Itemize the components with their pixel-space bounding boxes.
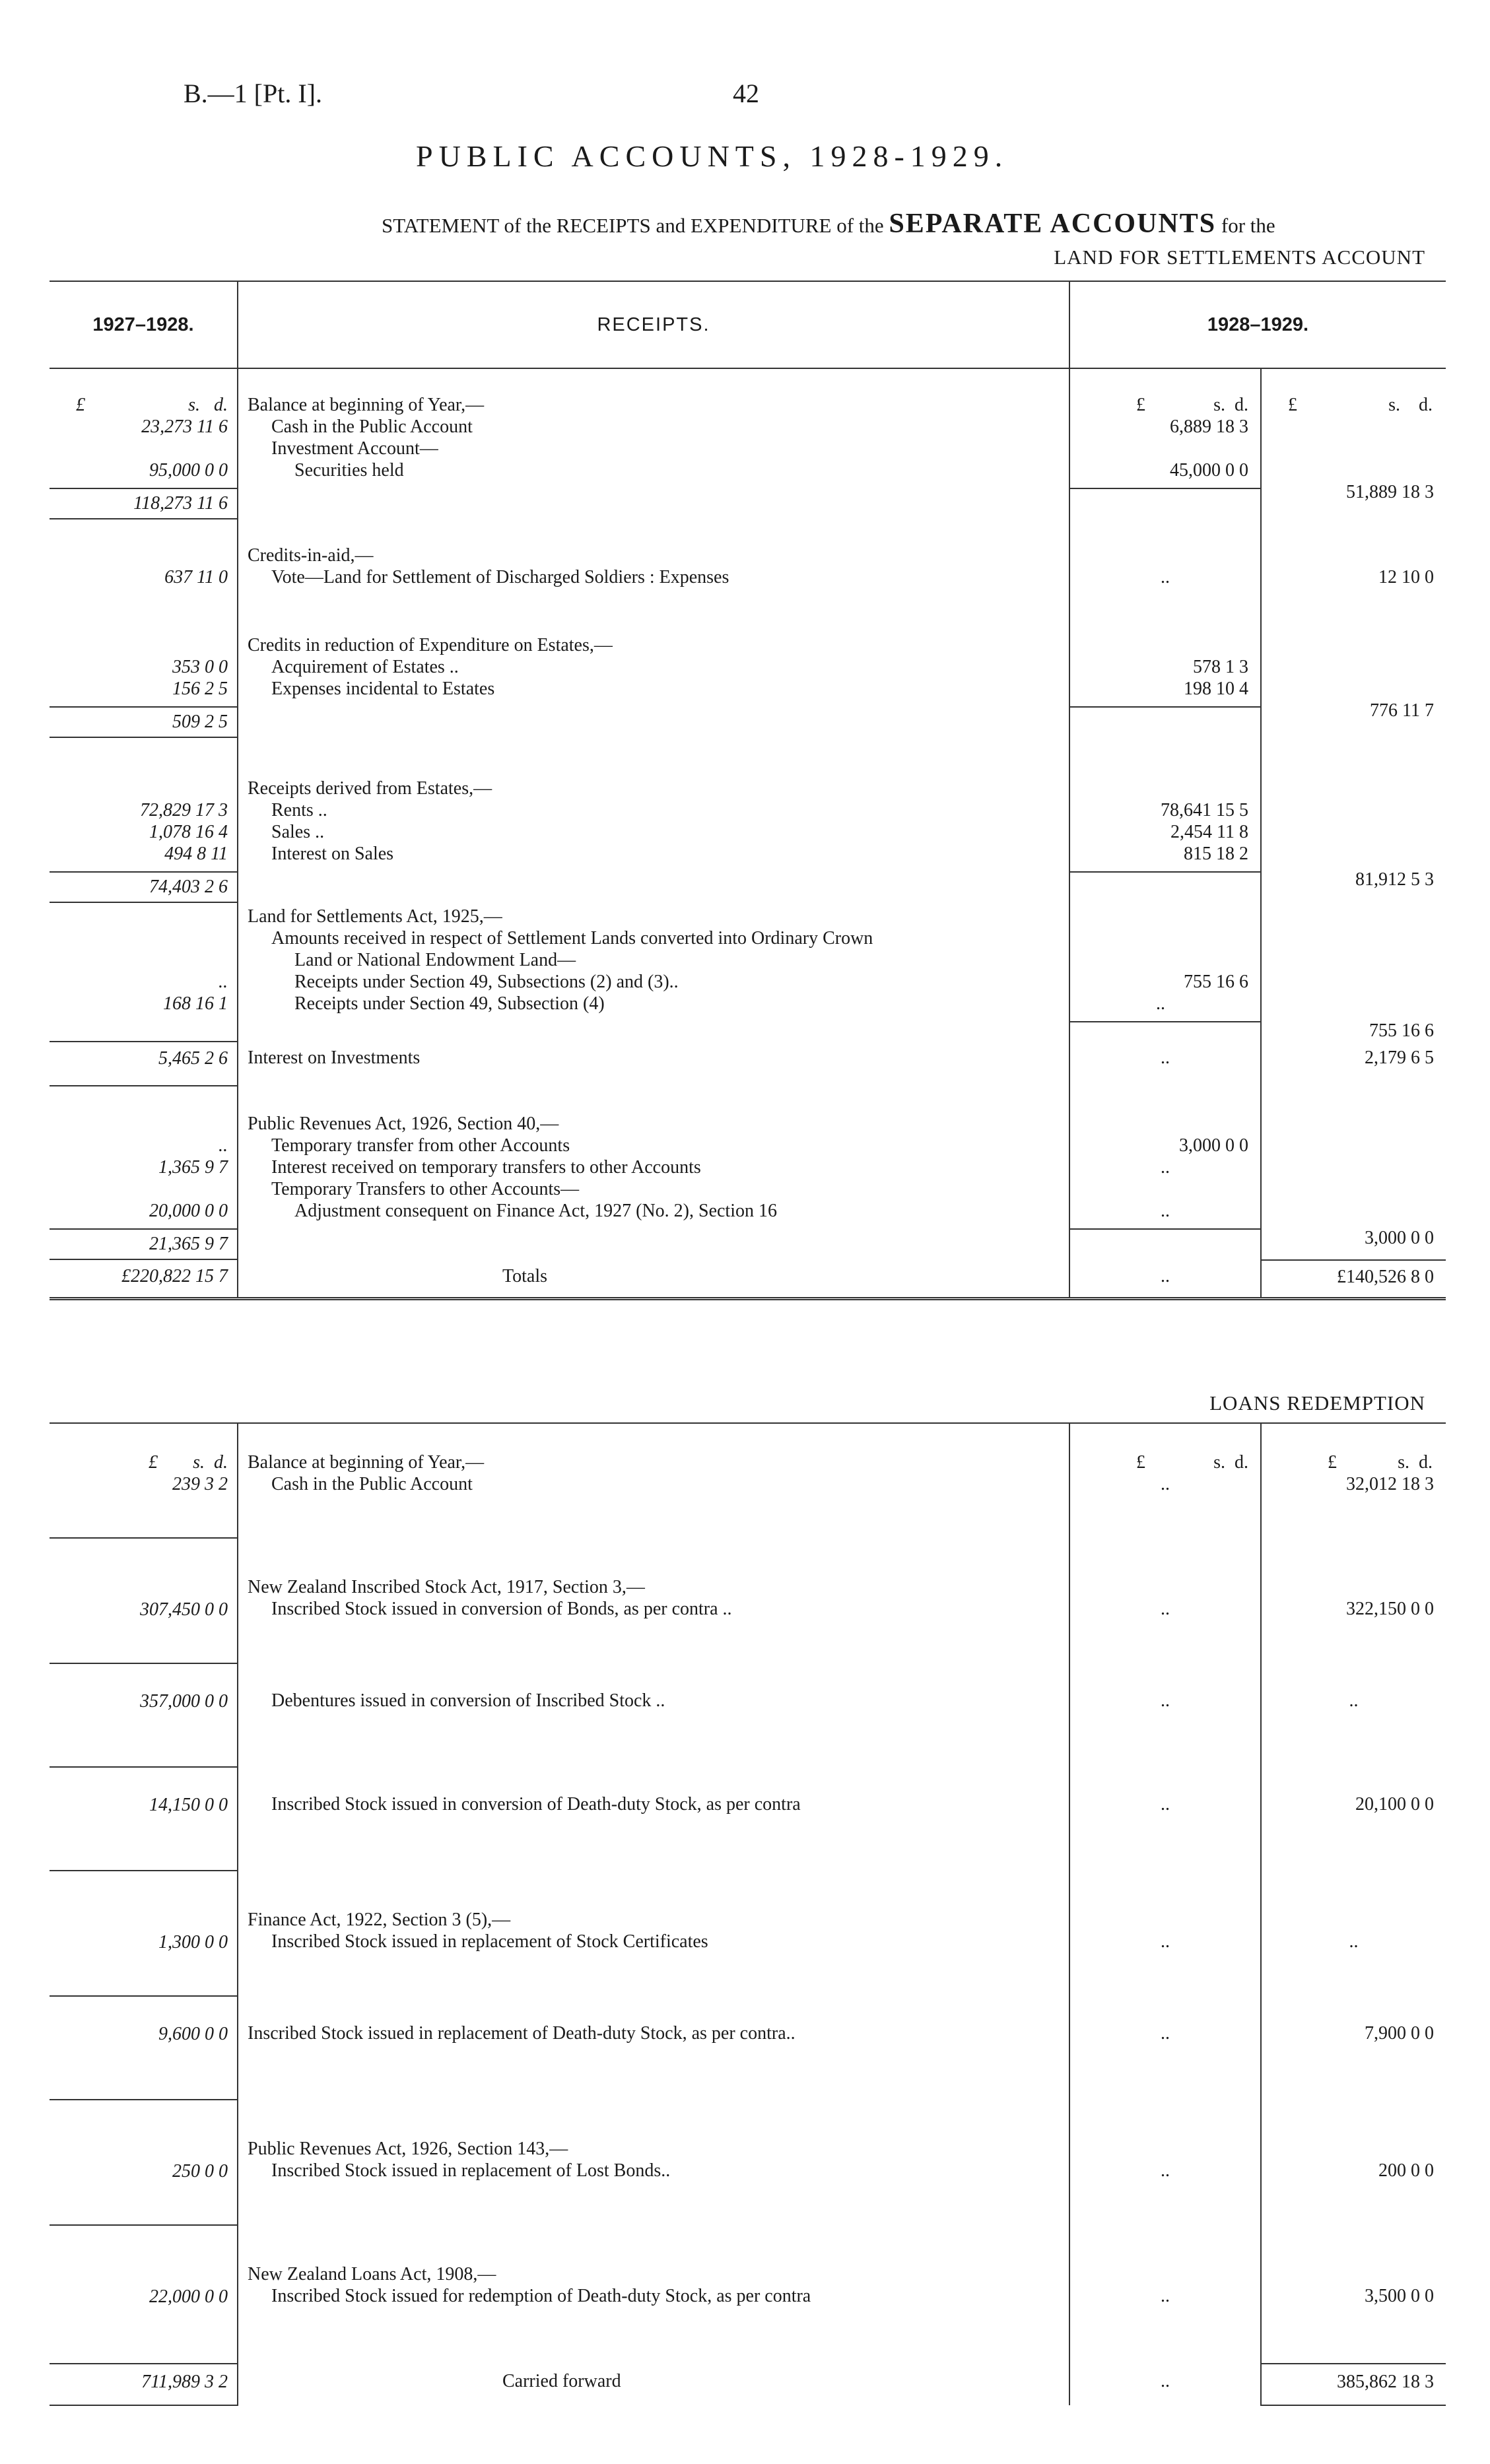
- sec49-4-curr: ..: [1156, 993, 1165, 1014]
- estates-total-curr: 81,912 5 3: [1355, 869, 1434, 890]
- bonds-prev: 307,450 0 0: [140, 1599, 228, 1620]
- table-header-row: [50, 281, 1446, 368]
- unit-shillings: s.: [1388, 395, 1400, 415]
- reduction-total-curr: 776 11 7: [1370, 700, 1434, 721]
- balance-title: Balance at beginning of Year,—: [248, 395, 485, 415]
- sec49-23-curr: 755 16 6: [1184, 972, 1248, 992]
- bonds-mid: ..: [1161, 1599, 1170, 1619]
- sec49-23-prev: ..: [219, 972, 228, 992]
- acquirement-prev: 353 0 0: [172, 657, 228, 677]
- unit-pounds: £: [1136, 1452, 1145, 1473]
- unit-pence: d.: [1235, 1452, 1248, 1473]
- page-number: 42: [733, 79, 759, 108]
- unit-shillings: s.: [193, 1452, 205, 1473]
- cash-label: Cash in the Public Account: [271, 416, 473, 437]
- unit-shillings: s.: [188, 395, 200, 415]
- redemption-curr: 3,500 0 0: [1365, 2286, 1434, 2306]
- deathduty-prev: 14,150 0 0: [149, 1795, 228, 1815]
- col-header-prev-year: 1927–1928.: [50, 281, 238, 368]
- statement-suffix: for the: [1221, 214, 1275, 237]
- debentures-curr: ..: [1349, 1690, 1359, 1711]
- report-reference: B.—1 [Pt. I].: [184, 79, 322, 108]
- rents-label: Rents ..: [271, 800, 327, 820]
- table-row: [50, 368, 1446, 519]
- unit-pounds: £: [1328, 1452, 1337, 1473]
- interest-inv-prev: 5,465 2 6: [158, 1048, 228, 1069]
- credits-title: Credits-in-aid,—: [248, 545, 374, 566]
- expenses-curr: 198 10 4: [1184, 679, 1248, 699]
- certificates-label: Inscribed Stock issued in replacement of Stock Certificates: [271, 1931, 708, 1952]
- table-row: [50, 1996, 1446, 2100]
- interest-inv-mid: ..: [1161, 1048, 1170, 1068]
- deathduty-label: Inscribed Stock issued in conversion of Death-duty Stock, as per contra: [271, 1794, 801, 1815]
- temp-from-curr: 3,000 0 0: [1179, 1135, 1248, 1156]
- sales-curr: 2,454 11 8: [1170, 822, 1248, 842]
- unit-pence: d.: [1235, 395, 1248, 415]
- expenses-prev: 156 2 5: [172, 679, 228, 699]
- table-row: [50, 519, 1446, 588]
- interest-sales-curr: 815 18 2: [1184, 844, 1248, 864]
- loans-cash-curr: 32,012 18 3: [1346, 1474, 1434, 1494]
- unit-pence: d.: [1419, 1452, 1433, 1473]
- act1925-total-curr: 755 16 6: [1369, 1020, 1434, 1041]
- replace-dd-prev: 9,600 0 0: [158, 2024, 228, 2044]
- sec49-4-label: Receipts under Section 49, Subsection (4): [294, 993, 605, 1014]
- cash-prev: 23,273 11 6: [141, 416, 228, 437]
- investment-label: Investment Account—: [271, 438, 438, 459]
- table-row: [50, 903, 1446, 1042]
- table-row: [50, 1538, 1446, 1663]
- totals-mid: ..: [1161, 1266, 1170, 1286]
- debentures-label: Debentures issued in conversion of Inscribed Stock ..: [271, 1690, 665, 1711]
- vote-mid: ..: [1161, 567, 1170, 587]
- interest-sales-prev: 494 8 11: [164, 844, 228, 864]
- unit-pounds: £: [149, 1452, 158, 1473]
- loans-redemption-title: LOANS REDEMPTION: [1209, 1391, 1425, 1415]
- temp-from-label: Temporary transfer from other Accounts: [271, 1135, 570, 1156]
- replace-dd-label: Inscribed Stock issued in replacement of Death-duty Stock, as per contra..: [248, 2023, 796, 2044]
- certificates-prev: 1,300 0 0: [158, 1932, 228, 1952]
- unit-pence: d.: [214, 395, 228, 415]
- bonds-label: Inscribed Stock issued in conversion of Bonds, as per contra ..: [271, 1599, 732, 1619]
- bonds-curr: 322,150 0 0: [1346, 1599, 1434, 1619]
- redemption-label: Inscribed Stock issued for redemption of Death-duty Stock, as per contra: [271, 2286, 811, 2306]
- replace-dd-mid: ..: [1161, 2023, 1170, 2044]
- expenses-label: Expenses incidental to Estates: [271, 679, 495, 699]
- table-row: [50, 588, 1446, 738]
- redemption-prev: 22,000 0 0: [149, 2286, 228, 2307]
- balance-total-curr: 51,889 18 3: [1346, 482, 1434, 502]
- carried-label: Carried forward: [502, 2371, 621, 2391]
- col-header-curr-year: 1928–1929.: [1069, 281, 1446, 368]
- unit-pence: d.: [214, 1452, 228, 1473]
- totals-row: [50, 1260, 1446, 1299]
- statement-prefix: STATEMENT of the RECEIPTS and EXPENDITURE of the: [382, 214, 884, 237]
- land-settlements-receipts-table: [50, 281, 1446, 1300]
- lost-bonds-prev: 250 0 0: [172, 2161, 228, 2181]
- table-row: [50, 1423, 1446, 1538]
- statement-heading: [382, 208, 1275, 240]
- acquirement-curr: 578 1 3: [1193, 657, 1248, 677]
- interest-temp-prev: 1,365 9 7: [158, 1157, 228, 1178]
- unit-shillings: s.: [1213, 395, 1225, 415]
- rents-curr: 78,641 15 5: [1161, 800, 1248, 820]
- carried-forward-row: [50, 2364, 1446, 2405]
- securities-prev: 95,000 0 0: [149, 460, 228, 481]
- carried-prev: 711,989 3 2: [141, 2372, 228, 2392]
- vote-curr: 12 10 0: [1378, 567, 1434, 587]
- pra-title: Public Revenues Act, 1926, Section 40,—: [248, 1114, 559, 1134]
- totals-prev: £220,822 15 7: [121, 1266, 228, 1286]
- loans-cash-label: Cash in the Public Account: [271, 1474, 473, 1494]
- temp-from-prev: ..: [219, 1135, 228, 1156]
- deathduty-curr: 20,100 0 0: [1355, 1794, 1434, 1815]
- nzisa-title: New Zealand Inscribed Stock Act, 1917, Section 3,—: [248, 1577, 645, 1597]
- loans-cash-prev: 239 3 2: [172, 1474, 228, 1494]
- amounts-line1: Amounts received in respect of Settlement Lands converted into Ordinary Crown: [271, 928, 873, 949]
- unit-shillings: s.: [1213, 1452, 1225, 1473]
- certificates-curr: ..: [1349, 1931, 1359, 1952]
- unit-pounds: £: [1288, 395, 1297, 415]
- certificates-mid: ..: [1161, 1931, 1170, 1952]
- securities-label: Securities held: [294, 460, 404, 481]
- rents-prev: 72,829 17 3: [140, 800, 228, 820]
- totals-label: Totals: [502, 1266, 548, 1286]
- pra-total-prev: 21,365 9 7: [50, 1228, 237, 1260]
- replace-dd-curr: 7,900 0 0: [1365, 2023, 1434, 2044]
- deathduty-mid: ..: [1161, 1794, 1170, 1815]
- unit-pence: d.: [1419, 395, 1433, 415]
- table-row: [50, 1042, 1446, 1086]
- act1925-title: Land for Settlements Act, 1925,—: [248, 906, 502, 927]
- unit-pounds: £: [76, 395, 85, 415]
- table-row: [50, 2225, 1446, 2364]
- redemption-mid: ..: [1161, 2286, 1170, 2306]
- estates-total-prev: 74,403 2 6: [50, 871, 237, 903]
- debentures-prev: 357,000 0 0: [140, 1691, 228, 1712]
- securities-curr: 45,000 0 0: [1170, 460, 1248, 481]
- loans-cash-mid: ..: [1161, 1474, 1170, 1494]
- balance-total-prev: 118,273 11 6: [50, 488, 237, 519]
- adjustment-prev: 20,000 0 0: [149, 1201, 228, 1221]
- statement-emphasis: SEPARATE ACCOUNTS: [889, 209, 1217, 239]
- temp-to-label: Temporary Transfers to other Accounts—: [271, 1179, 580, 1199]
- carried-mid: ..: [1161, 2371, 1170, 2391]
- interest-sales-label: Interest on Sales: [271, 844, 394, 864]
- table-row: [50, 1663, 1446, 1767]
- lost-bonds-mid: ..: [1161, 2160, 1170, 2181]
- carried-curr: 385,862 18 3: [1337, 2372, 1434, 2392]
- unit-shillings: s.: [1398, 1452, 1409, 1473]
- cash-curr: 6,889 18 3: [1170, 416, 1248, 437]
- estates-title: Receipts derived from Estates,—: [248, 778, 492, 799]
- reduction-total-prev: 509 2 5: [50, 706, 237, 738]
- sec49-4-prev: 168 16 1: [163, 993, 228, 1014]
- lost-bonds-curr: 200 0 0: [1378, 2160, 1434, 2181]
- interest-temp-label: Interest received on temporary transfers to other Accounts: [271, 1157, 701, 1178]
- lost-bonds-label: Inscribed Stock issued in replacement of Lost Bonds..: [271, 2160, 671, 2181]
- page-title: PUBLIC ACCOUNTS, 1928-1929.: [416, 139, 1009, 173]
- loans-redemption-table: [50, 1422, 1446, 2406]
- interest-inv-curr: 2,179 6 5: [1365, 1048, 1434, 1068]
- totals-curr: £140,526 8 0: [1337, 1267, 1434, 1287]
- vote-prev: 637 11 0: [164, 567, 228, 587]
- adjustment-curr: ..: [1161, 1201, 1170, 1221]
- table-row: [50, 1767, 1446, 1871]
- table-row: [50, 2100, 1446, 2225]
- sec49-23-label: Receipts under Section 49, Subsections (2) and (3)..: [294, 972, 679, 992]
- account-title: LAND FOR SETTLEMENTS ACCOUNT: [1054, 246, 1425, 269]
- interest-inv-label: Interest on Investments: [248, 1048, 421, 1068]
- nzla-title: New Zealand Loans Act, 1908,—: [248, 2264, 496, 2284]
- pra-total-curr: 3,000 0 0: [1365, 1228, 1434, 1248]
- col-header-receipts: RECEIPTS.: [238, 281, 1069, 368]
- interest-temp-curr: ..: [1161, 1157, 1170, 1178]
- table-row: [50, 1871, 1446, 1996]
- reduction-title: Credits in reduction of Expenditure on Estates,—: [248, 635, 613, 655]
- table-row: [50, 738, 1446, 903]
- vote-label: Vote—Land for Settlement of Discharged Soldiers : Expenses: [271, 567, 729, 587]
- pra143-title: Public Revenues Act, 1926, Section 143,—: [248, 2139, 568, 2159]
- loans-balance-title: Balance at beginning of Year,—: [248, 1452, 485, 1473]
- adjustment-label: Adjustment consequent on Finance Act, 1927 (No. 2), Section 16: [294, 1201, 777, 1221]
- unit-pounds: £: [1136, 395, 1145, 415]
- table-row: [50, 1086, 1446, 1260]
- sales-prev: 1,078 16 4: [149, 822, 228, 842]
- sales-label: Sales ..: [271, 822, 325, 842]
- finance-title: Finance Act, 1922, Section 3 (5),—: [248, 1910, 511, 1930]
- acquirement-label: Acquirement of Estates ..: [271, 657, 459, 677]
- amounts-line2: Land or National Endowment Land—: [294, 950, 576, 970]
- debentures-mid: ..: [1161, 1690, 1170, 1711]
